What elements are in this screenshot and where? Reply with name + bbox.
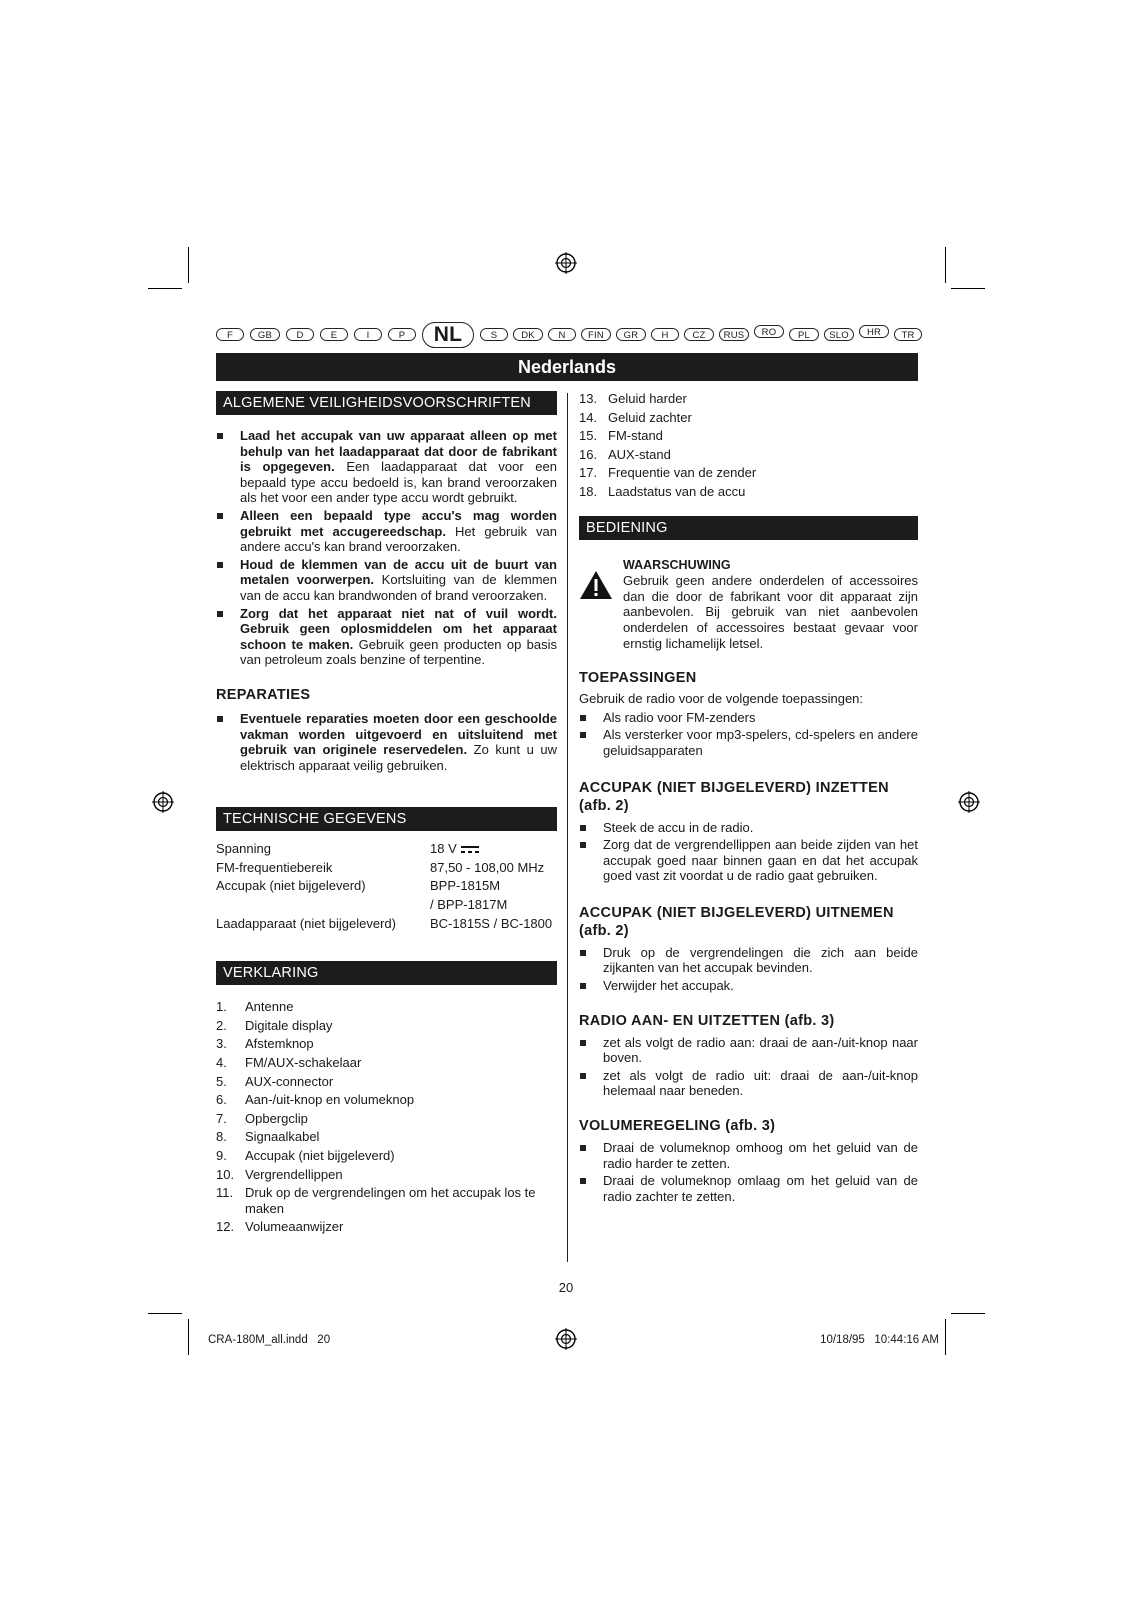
lang-pill: RO xyxy=(754,325,784,338)
lang-pill: F xyxy=(216,328,244,341)
bullet-icon xyxy=(580,1040,586,1046)
item-text: Als radio voor FM-zenders xyxy=(603,709,756,725)
lang-pill: CZ xyxy=(684,328,714,341)
lang-pill: RUS xyxy=(719,328,749,341)
registration-mark-icon xyxy=(958,791,980,813)
list-item xyxy=(579,837,918,884)
registration-mark-icon xyxy=(555,252,577,274)
crop-mark xyxy=(945,247,946,283)
section-heading: VERKLARING xyxy=(216,961,557,985)
crop-mark xyxy=(951,1313,985,1314)
spec-row xyxy=(216,878,557,894)
list-item xyxy=(216,557,557,604)
warning-icon-wrap xyxy=(579,558,623,652)
legend-item xyxy=(579,428,918,444)
page-number: 20 xyxy=(558,1280,574,1295)
spec-key: Accupak (niet bijgeleverd) xyxy=(216,878,366,894)
legend-text: Antenne xyxy=(245,999,294,1015)
legend-item xyxy=(216,1111,557,1127)
lang-pill: PL xyxy=(789,328,819,341)
list-item xyxy=(579,945,918,976)
legend-text: Geluid zachter xyxy=(608,409,692,425)
legend-item xyxy=(216,1055,557,1071)
legend-item xyxy=(579,410,918,426)
legend-item xyxy=(216,1167,557,1183)
lang-pill: HR xyxy=(859,325,889,338)
legend-number: 15. xyxy=(579,428,598,444)
crop-mark xyxy=(951,288,985,289)
section-heading: ALGEMENE VEILIGHEIDSVOORSCHRIFTEN xyxy=(216,391,557,415)
crop-mark xyxy=(148,1313,182,1314)
legend-text: Vergrendellippen xyxy=(245,1166,343,1182)
spec-key xyxy=(216,897,430,913)
bullet-icon xyxy=(580,715,586,721)
item-text: Druk op de vergrendelingen die zich aan beide zijkanten van het accupak bevinden. xyxy=(603,944,918,976)
bullet-icon xyxy=(217,433,223,439)
spec-value-text: 18 V xyxy=(430,841,457,857)
lang-pill: GR xyxy=(616,328,646,341)
section-heading: ACCUPAK (NIET BIJGELEVERD) INZETTEN (afb. 2) xyxy=(579,779,889,814)
spec-key: FM-frequentiebereik xyxy=(216,859,333,875)
legend-item xyxy=(579,447,918,463)
lang-pill: D xyxy=(286,328,314,341)
legend-number: 16. xyxy=(579,446,598,462)
item-text: Draai de volumeknop omlaag om het geluid van de radio zachter te zetten. xyxy=(603,1173,918,1204)
bullet-icon xyxy=(580,1178,586,1184)
item-bold-text: Alleen een bepaald type accu's mag worden gebruikt met accugereedschap. xyxy=(240,507,557,539)
legend-text: Druk op de vergrendelingen om het accupak los te maken xyxy=(245,1185,536,1216)
lang-pill: H xyxy=(651,328,679,341)
legend-number: 8. xyxy=(216,1129,227,1145)
bullet-icon xyxy=(217,562,223,568)
item-text: Zorg dat de vergrendellippen aan beide zijden van het accupak goed naar binnen gaan en dat het accupak goed vast zit voordat u de radio gaat gebruiken. xyxy=(603,837,918,884)
crop-mark xyxy=(945,1319,946,1355)
legend-number: 12. xyxy=(216,1219,235,1235)
legend-number: 10. xyxy=(216,1166,235,1182)
lang-pill: N xyxy=(548,328,576,341)
legend-item xyxy=(579,484,918,500)
spec-value: 87,50 - 108,00 MHz xyxy=(430,859,545,875)
legend-text: Signaalkabel xyxy=(245,1129,320,1145)
section-heading: REPARATIES xyxy=(216,686,311,703)
legend-text: FM/AUX-schakelaar xyxy=(245,1055,362,1071)
section-heading: BEDIENING xyxy=(579,516,918,540)
legend-number: 14. xyxy=(579,409,598,425)
bullet-icon xyxy=(217,611,223,617)
list-item xyxy=(216,508,557,555)
legend-text: Aan-/uit-knop en volumeknop xyxy=(245,1092,415,1108)
section-heading: TECHNISCHE GEGEVENS xyxy=(216,807,557,831)
bullet-icon xyxy=(580,950,586,956)
bullet-icon xyxy=(580,1145,586,1151)
list-item xyxy=(579,727,918,758)
list-item xyxy=(579,1140,918,1171)
legend-number: 1. xyxy=(216,999,227,1015)
item-text: zet als volgt de radio aan: draai de aan-/uit-knop naar boven. xyxy=(603,1034,918,1066)
section-heading: TOEPASSINGEN xyxy=(579,670,697,687)
spec-value: BC-1815S / BC-1800 xyxy=(430,915,553,931)
item-text: Als versterker voor mp3-spelers, cd-spelers en andere geluidsapparaten xyxy=(603,727,918,758)
bullet-icon xyxy=(580,1073,586,1079)
crop-mark xyxy=(188,247,189,283)
list-item xyxy=(579,978,918,994)
footer-timestamp: 10/18/95 10:44:16 AM xyxy=(820,1334,939,1346)
lang-pill: S xyxy=(480,328,508,341)
item-text: Verwijder het accupak. xyxy=(603,978,734,994)
legend-text: Frequentie van de zender xyxy=(608,465,757,481)
item-bold-text: Zorg dat het apparaat niet nat of vuil wordt. Gebruik geen oplosmiddelen om het apparaat schoon te maken. xyxy=(240,605,557,652)
right-column xyxy=(579,391,918,1206)
legend-number: 9. xyxy=(216,1148,227,1163)
legend-number: 6. xyxy=(216,1092,227,1108)
language-selector xyxy=(216,322,920,348)
lang-pill: DK xyxy=(513,328,543,341)
lang-pill: E xyxy=(320,328,348,341)
legend-item xyxy=(216,1018,557,1034)
section-heading: VOLUMEREGELING (afb. 3) xyxy=(579,1118,776,1135)
warning-title: WAARSCHUWING xyxy=(623,557,731,572)
spec-value: / BPP-1817M xyxy=(430,897,508,913)
legend-item xyxy=(216,1036,557,1052)
list-item xyxy=(579,710,918,726)
spec-row xyxy=(216,841,557,857)
warning-box xyxy=(579,558,918,652)
legend-text: Volumeaanwijzer xyxy=(245,1219,344,1235)
spec-key: Spanning xyxy=(216,841,271,857)
item-text: Een laadapparaat dat voor een bepaald type accu bedoeld is, kan brand veroorzaken als het voor een ander type accu wordt gebruikt. xyxy=(240,459,557,506)
spec-row xyxy=(216,897,557,913)
legend-item xyxy=(216,999,557,1015)
spec-value xyxy=(430,841,557,857)
bullet-icon xyxy=(217,716,223,722)
legend-item xyxy=(216,1092,557,1108)
warning-content xyxy=(623,558,918,652)
item-bold-text: Eventuele reparaties moeten door een geschoolde vakman worden uitgevoerd en uitsluitend met gebruik van originele reservedelen. xyxy=(240,710,557,758)
page-title: Nederlands xyxy=(216,353,918,381)
list-item xyxy=(579,1068,918,1099)
lang-pill: SLO xyxy=(824,328,854,341)
bullet-icon xyxy=(580,842,586,848)
legend-item xyxy=(216,1129,557,1145)
legend-number: 2. xyxy=(216,1017,227,1033)
item-text: Het gebruik van andere accu's kan brand veroorzaken. xyxy=(240,523,557,555)
lang-pill: GB xyxy=(250,328,280,341)
legend-number: 7. xyxy=(216,1110,227,1126)
spec-row xyxy=(216,860,557,876)
section-heading: ACCUPAK (NIET BIJGELEVERD) UITNEMEN (afb. 2) xyxy=(579,904,894,939)
legend-number: 17. xyxy=(579,465,598,481)
list-item xyxy=(579,1035,918,1066)
bullet-icon xyxy=(217,513,223,519)
item-text: zet als volgt de radio uit: draai de aan-/uit-knop helemaal naar beneden. xyxy=(603,1067,918,1099)
lang-pill: I xyxy=(354,328,382,341)
legend-text: AUX-connector xyxy=(245,1073,334,1089)
item-text: Kortsluiting van de klemmen van de accu kan brandwonden of brand veroorzaken. xyxy=(240,572,557,603)
dc-symbol-icon xyxy=(460,845,480,854)
lang-pill: TR xyxy=(894,328,922,341)
section-intro: Gebruik de radio voor de volgende toepassingen: xyxy=(579,691,864,707)
spec-key: Laadapparaat (niet bijgeleverd) xyxy=(216,915,396,931)
list-item xyxy=(216,711,557,773)
spec-row xyxy=(216,916,557,932)
legend-number: 3. xyxy=(216,1036,227,1052)
crop-mark xyxy=(148,288,182,289)
legend-text: Accupak (niet bijgeleverd) xyxy=(245,1148,395,1163)
item-bold-text: Houd de klemmen van de accu uit de buurt van metalen voorwerpen. xyxy=(240,556,557,588)
lang-pill: P xyxy=(388,328,416,341)
legend-number: 18. xyxy=(579,483,598,499)
footer-filename: CRA-180M_all.indd 20 xyxy=(208,1334,331,1346)
legend-text: AUX-stand xyxy=(608,446,671,462)
item-text: Zo kunt u uw elektrisch apparaat veilig gebruiken. xyxy=(240,742,557,773)
item-text: Draai de volumeknop omhoog om het geluid van de radio harder te zetten. xyxy=(603,1140,918,1171)
legend-text: Geluid harder xyxy=(608,391,687,406)
bullet-icon xyxy=(580,825,586,831)
legend-item xyxy=(216,1219,557,1235)
list-item xyxy=(579,820,918,836)
left-column xyxy=(216,391,557,1238)
crop-mark xyxy=(188,1319,189,1355)
item-bold-text: Laad het accupak van uw apparaat alleen op met behulp van het laadapparaat dat door de fabrikant is opgegeven. xyxy=(240,428,557,475)
warning-triangle-icon xyxy=(579,570,613,600)
legend-number: 13. xyxy=(579,391,598,406)
legend-text: Opbergclip xyxy=(245,1110,308,1126)
legend-number: 11. xyxy=(216,1185,234,1201)
legend-number: 5. xyxy=(216,1073,227,1089)
legend-text: Laadstatus van de accu xyxy=(608,483,746,499)
section-heading: RADIO AAN- EN UITZETTEN (afb. 3) xyxy=(579,1012,835,1029)
item-text: Gebruik geen producten op basis van petroleum zoals benzine of terpentine. xyxy=(240,636,557,668)
spec-value: BPP-1815M xyxy=(430,878,501,894)
legend-text: Afstemknop xyxy=(245,1036,314,1052)
registration-mark-icon xyxy=(152,791,174,813)
list-item xyxy=(216,606,557,668)
list-item xyxy=(579,1173,918,1204)
item-text: Steek de accu in de radio. xyxy=(603,819,754,835)
legend-number: 4. xyxy=(216,1055,227,1071)
registration-mark-icon xyxy=(555,1328,577,1350)
legend-item xyxy=(579,465,918,481)
lang-pill-active: NL xyxy=(422,322,474,348)
legend-text: FM-stand xyxy=(608,428,663,444)
bullet-icon xyxy=(580,732,586,738)
lang-pill: FIN xyxy=(581,328,611,341)
legend-item xyxy=(579,391,918,407)
legend-item xyxy=(216,1148,557,1164)
list-item xyxy=(216,428,557,506)
column-divider xyxy=(567,393,568,1262)
legend-item xyxy=(216,1074,557,1090)
legend-item xyxy=(216,1185,557,1216)
legend-text: Digitale display xyxy=(245,1017,333,1033)
bullet-icon xyxy=(580,983,586,989)
warning-text: Gebruik geen andere onderdelen of accessoires dan die door de fabrikant voor dit apparaat zijn aanbevolen. Bij gebruik van niet aanbevolen onderdelen of accessoires bestaat gevaar voor ernstig lichamelijk letsel. xyxy=(623,573,918,651)
